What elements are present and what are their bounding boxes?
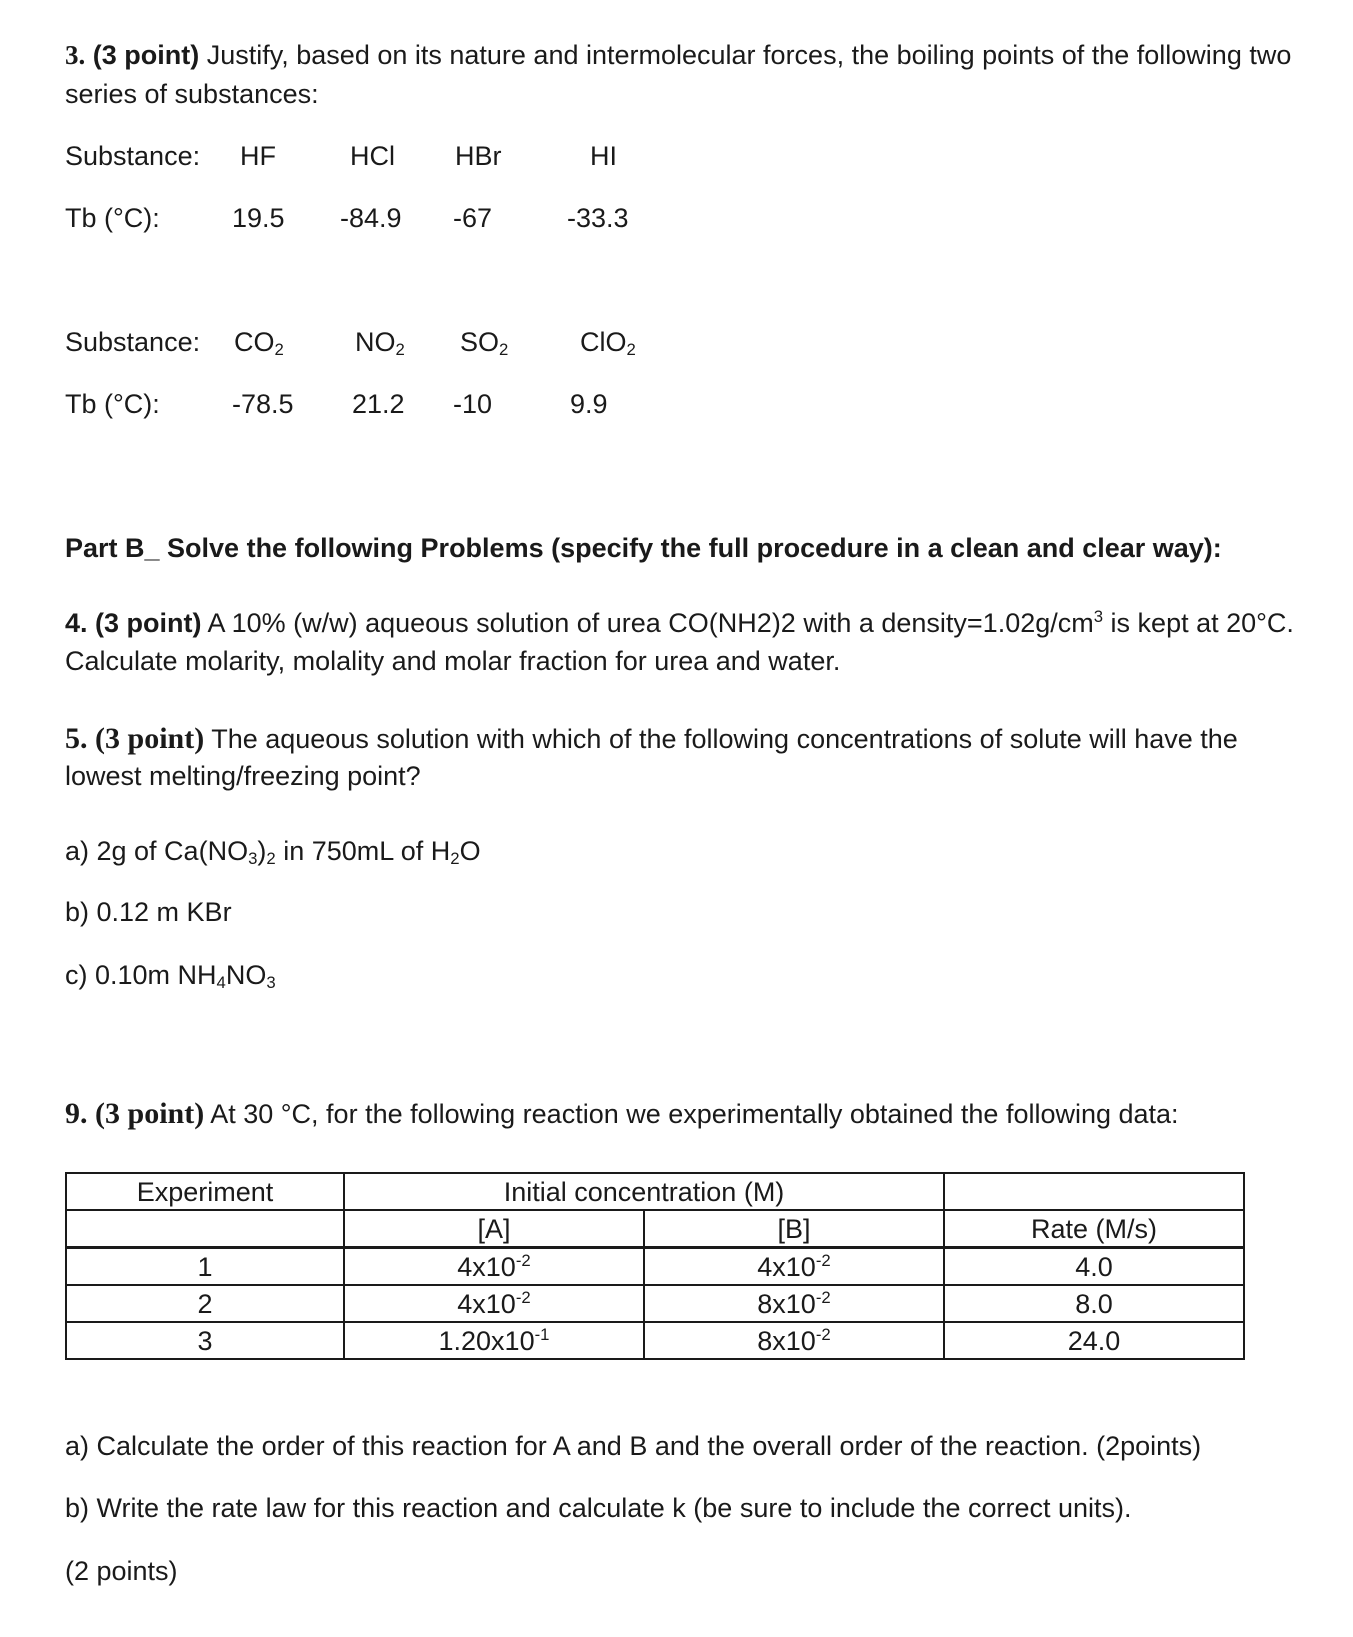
q9-part-b: b) Write the rate law for this reaction and calculate k (be sure to include the correct units). <box>65 1493 1132 1523</box>
table-row <box>66 1248 1244 1286</box>
q3-prompt: Justify, based on its nature and intermolecular forces, the boiling points of the following two <box>199 40 1292 70</box>
cell-experiment: 1 <box>66 1248 344 1286</box>
series1-substance: HBr <box>455 141 502 171</box>
q5-points: (3 point) <box>95 722 205 755</box>
cell-b: $4x10^{-2}$ <box>644 1248 944 1286</box>
rate-data-table <box>65 1172 1245 1360</box>
cell-rate: 24.0 <box>944 1322 1244 1359</box>
q5-number: 5. <box>65 722 88 755</box>
q3-text-line1 <box>65 40 1291 71</box>
series1-tb-label: Tb (°C): <box>65 203 160 233</box>
cell-a: $4x10^{-2}$ <box>344 1248 644 1286</box>
q9-part-a: a) Calculate the order of this reaction for A and B and the overall order of the reaction. (2points) <box>65 1431 1202 1461</box>
table-header-row <box>66 1173 1244 1210</box>
series1-substance: HI <box>590 141 617 171</box>
cell-b: $8x10^{-2}$ <box>644 1285 944 1322</box>
q9-part-b-points: (2 points) <box>65 1556 178 1586</box>
q5-option-b: b) 0.12 m KBr <box>65 897 232 927</box>
q4-prompt-a: A 10% (w/w) aqueous solution of urea CO(NH2)2 with a density=1.02g/cm <box>201 608 1094 638</box>
header-initial-concentration: Initial concentration (M) <box>344 1173 944 1210</box>
q9-prompt: At 30 °C, for the following reaction we experimentally obtained the following data: <box>204 1099 1179 1129</box>
cell-a: $1.20x10^{-1}$ <box>344 1322 644 1359</box>
series2-substance: $SO_2$ <box>460 327 509 360</box>
q4-prompt-b: is kept at 20°C. <box>1103 608 1294 638</box>
header-a: [A] <box>344 1210 644 1248</box>
series1-substance-label: Substance: <box>65 141 201 171</box>
q5-text-line1 <box>65 722 1238 756</box>
q4-text-line1 <box>65 608 1294 639</box>
series2-substance-label: Substance: <box>65 327 201 357</box>
q4-points: (3 point) <box>95 608 202 638</box>
q3-points: (3 point) <box>92 40 200 70</box>
q5-text-line2: lowest melting/freezing point? <box>65 761 421 791</box>
series2-substance: ClO$_2$ <box>580 327 636 360</box>
cell-a: $4x10^{-2}$ <box>344 1285 644 1322</box>
series1-substance: HF <box>240 141 276 171</box>
table-subheader-row <box>66 1210 1244 1248</box>
table-row <box>66 1322 1244 1359</box>
series2-tb-value: 21.2 <box>352 389 405 419</box>
series1-tb-value: -84.9 <box>340 203 402 233</box>
series1-substance: HCl <box>350 141 395 171</box>
q3-text-line2: series of substances: <box>65 79 319 109</box>
q9-points: (3 point) <box>95 1097 205 1130</box>
series2-tb-label: Tb (°C): <box>65 389 160 419</box>
cell-rate: 4.0 <box>944 1248 1244 1286</box>
q5-option-a: a) 2g of $Ca(NO_3)_2$ in 750mL of $H_2O$ <box>65 836 481 869</box>
series2-tb-value: 9.9 <box>570 389 608 419</box>
series2-substance: $NO_2$ <box>355 327 405 360</box>
series2-substance: $CO_2$ <box>234 327 284 360</box>
header-experiment: Experiment <box>66 1173 344 1210</box>
header-rate: Rate (M/s) <box>944 1210 1244 1248</box>
series2-tb-value: -78.5 <box>232 389 294 419</box>
subheader-empty <box>66 1210 344 1248</box>
q5-prompt: The aqueous solution with which of the following concentrations of solute will have the <box>204 724 1238 754</box>
q9-text <box>65 1097 1179 1131</box>
part-b-heading: Part B_ Solve the following Problems (specify the full procedure in a clean and clear way): <box>65 533 1222 563</box>
q4-prompt-sup: 3 <box>1093 606 1104 626</box>
cell-experiment: 3 <box>66 1322 344 1359</box>
cell-rate: 8.0 <box>944 1285 1244 1322</box>
q4-number: 4. <box>65 608 88 638</box>
series1-tb-value: -67 <box>453 203 493 233</box>
q4-text-line2: Calculate molarity, molality and molar fraction for urea and water. <box>65 646 841 676</box>
q5-option-c: c) 0.10m $NH_4NO_3$ <box>65 960 276 993</box>
series1-tb-value: -33.3 <box>567 203 629 233</box>
cell-b: $8x10^{-2}$ <box>644 1322 944 1359</box>
header-b: [B] <box>644 1210 944 1248</box>
cell-experiment: 2 <box>66 1285 344 1322</box>
q9-number: 9. <box>65 1097 88 1130</box>
series2-tb-value: -10 <box>453 389 493 419</box>
table-row <box>66 1285 1244 1322</box>
header-empty <box>944 1173 1244 1210</box>
series1-tb-value: 19.5 <box>232 203 285 233</box>
q3-number: 3. <box>65 40 86 70</box>
